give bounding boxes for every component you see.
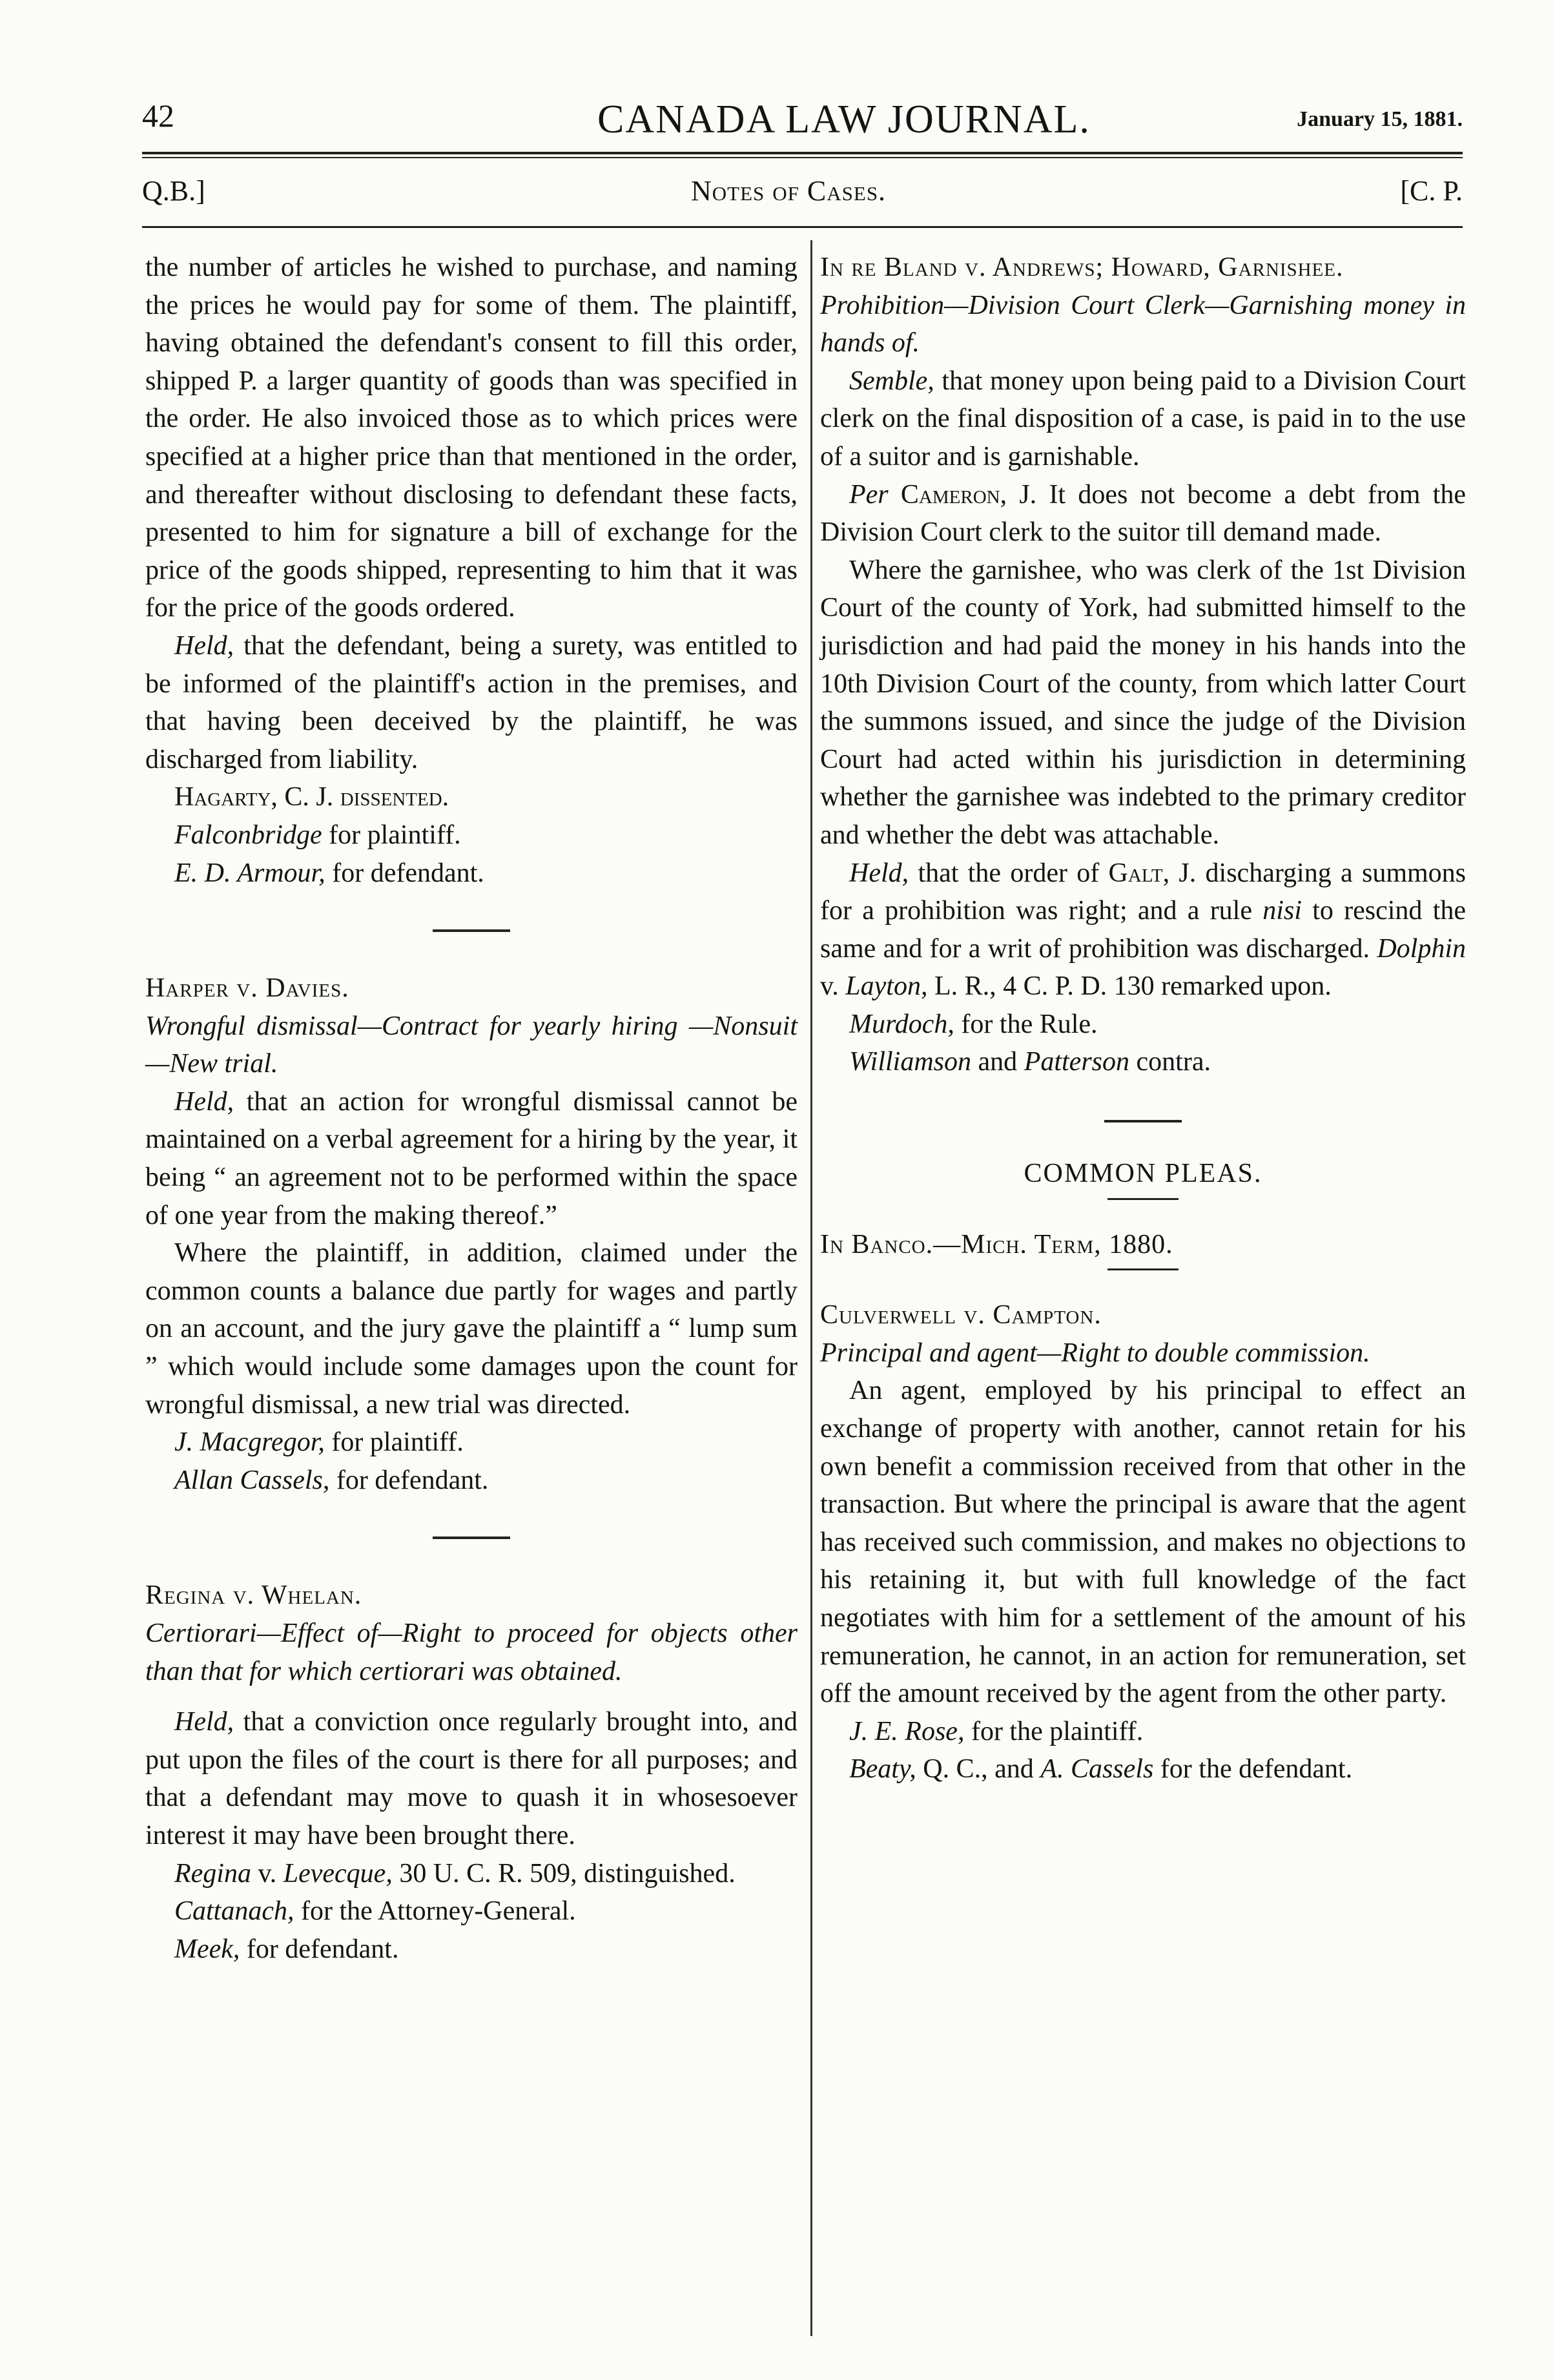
counsel-name: Allan Cassels, [174,1465,330,1495]
left-column [145,249,798,1968]
semble-paragraph: Semble, that money upon being paid to a Division Court clerk on the final disposition of a case, is paid in to the use of a suitor and is garnishable. [820,366,1466,471]
counsel-role: for the plaintiff. [964,1716,1144,1746]
running-head-right: [C. P. [1400,175,1463,207]
counsel-defendant [145,1930,798,1969]
counsel-name: Murdoch, [849,1009,954,1039]
counsel-name: E. D. Armour, [174,858,325,888]
right-column [820,249,1466,1788]
counsel-name: Beaty, [849,1754,916,1785]
case-title-bland: In re Bland v. Andrews; Howard, Garnishee. [820,253,1344,282]
per-judge-paragraph: Per Cameron, J. It does not become a debt from the Division Court clerk to the suitor till demand made. [820,479,1466,548]
held-text: that the defendant, being a surety, was entitled to be informed of the plaintiff's action in the premises, and that having been deceived by the plaintiff, he was discharged from liability. [145,630,798,774]
case-headnote-bland: Prohibition—Division Court Clerk—Garnishing money in hands of. [820,290,1466,358]
counsel-name: J. Macgregor, [174,1427,325,1458]
counsel-name: Cattanach, [174,1896,294,1927]
counsel-name: A. Cassels [1040,1754,1154,1785]
case-title-harper: Harper v. Davies. [145,973,349,1004]
held-label: Held, [174,1086,234,1117]
judge-name: Galt [1108,858,1163,888]
counsel-plaintiff [820,1713,1466,1751]
counsel-name: Falconbridge [174,820,322,850]
where-paragraph: Where the plaintiff, in addition, claimed under the common counts a balance due partly for wages and partly on an account, and the jury gave the plaintiff a “ lump sum ” which would include some damages upon the count for wrongful dismissal, a new trial was directed. [145,1238,798,1420]
counsel-name: Williamson [849,1047,972,1077]
semble-label: Semble, [849,366,934,396]
running-head-left: Q.B.] [142,175,205,207]
counsel-crown [145,1892,798,1930]
case-name: Levecque, [283,1858,393,1888]
held-label: Held, [174,1707,234,1737]
counsel-defendant: Beaty, Q. C., and A. Cassels for the defendant. [849,1754,1353,1785]
counsel-defendant [145,1462,798,1500]
citation-paragraph: Regina v. Levecque, 30 U. C. R. 509, distinguished. [174,1858,736,1888]
issue-date: January 15, 1881. [1297,107,1463,131]
case-name: Dolphin [1377,933,1466,964]
continued-paragraph: the number of articles he wished to purchase, and naming the prices he would pay for some of them. The plaintiff, having obtained the defendant's consent to fill this order, shipped P. a larger quantity of goods than was specified in the order. He also invoiced those as to which prices were specified at a higher price than that mentioned in the order, and thereafter without disclosing to defendant these facts, presented to him for signature a bill of exchange for the price of the goods shipped, representing to him that it was for the price of the goods ordered. [145,253,798,623]
case-headnote-regina: Certiorari—Effect of—Right to proceed for objects other than that for which certiorari was obtained. [145,1619,798,1686]
held-paragraph: Held, that the order of Galt, J. discharging a summons for a prohibition was right; and a rule nisi to rescind the same and for a writ of prohibition was discharged. Dolphin v. Layton, L. R., 4 C. P. D. 130 remarked upon. [820,858,1466,1002]
dissent-note: Hagarty, C. J. dissented. [174,782,449,812]
case-title-culverwell: Culverwell v. Campton. [820,1300,1102,1330]
column-divider [810,240,812,2336]
court-heading: COMMON PLEAS. [1024,1159,1262,1189]
header-rule-bottom [142,157,1463,158]
held-text: that a conviction once regularly brought into, and put upon the files of the court is there for all purposes; and that a defendant may move to quash it in whosesoever interest it may have been brought there. [145,1707,798,1850]
counsel-plaintiff [145,816,798,854]
held-label: Held, [849,858,909,888]
counsel-role: for defendant. [329,1465,489,1495]
where-paragraph: Where the garnishee, who was clerk of the 1st Division Court of the county of York, had submitted himself to the jurisdiction and had paid the money in his hands into the 10th Division Court of the county, from which latter Court the summons issued, and since the judge of the Division Court had acted within his jurisdiction in determining whether the garnishee was indebted to the primary creditor and whether the debt was attachable. [820,555,1466,850]
case-headnote-harper: Wrongful dismissal—Contract for yearly hiring —Nonsuit—New trial. [145,1011,798,1079]
held-paragraph [145,627,798,778]
page-number: 42 [142,98,174,134]
counsel-contra: Williamson and Patterson contra. [849,1047,1211,1077]
running-head-section: Notes of Cases. [691,175,887,207]
held-paragraph [145,1703,798,1854]
case-headnote-culverwell: Principal and agent—Right to double commission. [820,1338,1370,1368]
counsel-rule [820,1006,1466,1044]
counsel-name: Patterson [1024,1047,1130,1077]
per-label: Per [849,479,889,510]
counsel-name: Meek, [174,1934,240,1964]
counsel-name: J. E. Rose, [849,1716,965,1746]
counsel-plaintiff [145,1423,798,1462]
term-heading: In Banco.—Mich. Term, 1880. [820,1229,1173,1259]
running-head [142,174,1463,213]
judge-name: Cameron, J. [888,479,1037,510]
counsel-role: for plaintiff. [322,820,461,850]
header-rule-top [142,152,1463,154]
case-title-regina: Regina v. Whelan. [145,1580,362,1611]
journal-title: CANADA LAW JOURNAL. [597,98,1091,141]
counsel-role: contra. [1129,1047,1211,1077]
page-header [142,97,1463,149]
holding-paragraph: An agent, employed by his principal to effect an exchange of property with another, cannot retain for his own benefit a commission received from that other in the transaction. But where the principal is aware that the agent has received such commission, and makes no objections to his retaining it, but with full knowledge of the fact negotiates with him for a settlement of the amount of his remuneration, he cannot, in an action for remuneration, set off the amount received by the agent from the other party. [820,1376,1466,1709]
counsel-role: for plaintiff. [324,1427,464,1458]
subheader-rule [142,226,1463,228]
case-name: Layton, [845,971,928,1002]
held-label: Held, [174,630,234,661]
counsel-role: for the Rule. [954,1009,1098,1039]
counsel-role: for the Attorney-General. [294,1896,576,1927]
case-name: Regina [174,1858,251,1888]
counsel-role: for the defendant. [1153,1754,1353,1785]
counsel-role: for defendant. [325,858,484,888]
counsel-role: for defendant. [240,1934,399,1964]
held-paragraph [145,1083,798,1234]
held-text: that an action for wrongful dismissal cannot be maintained on a verbal agreement for a hiring by the year, it being “ an agreement not to be performed within the space of one year from the making thereof.” [145,1086,798,1230]
counsel-defendant [145,854,798,893]
